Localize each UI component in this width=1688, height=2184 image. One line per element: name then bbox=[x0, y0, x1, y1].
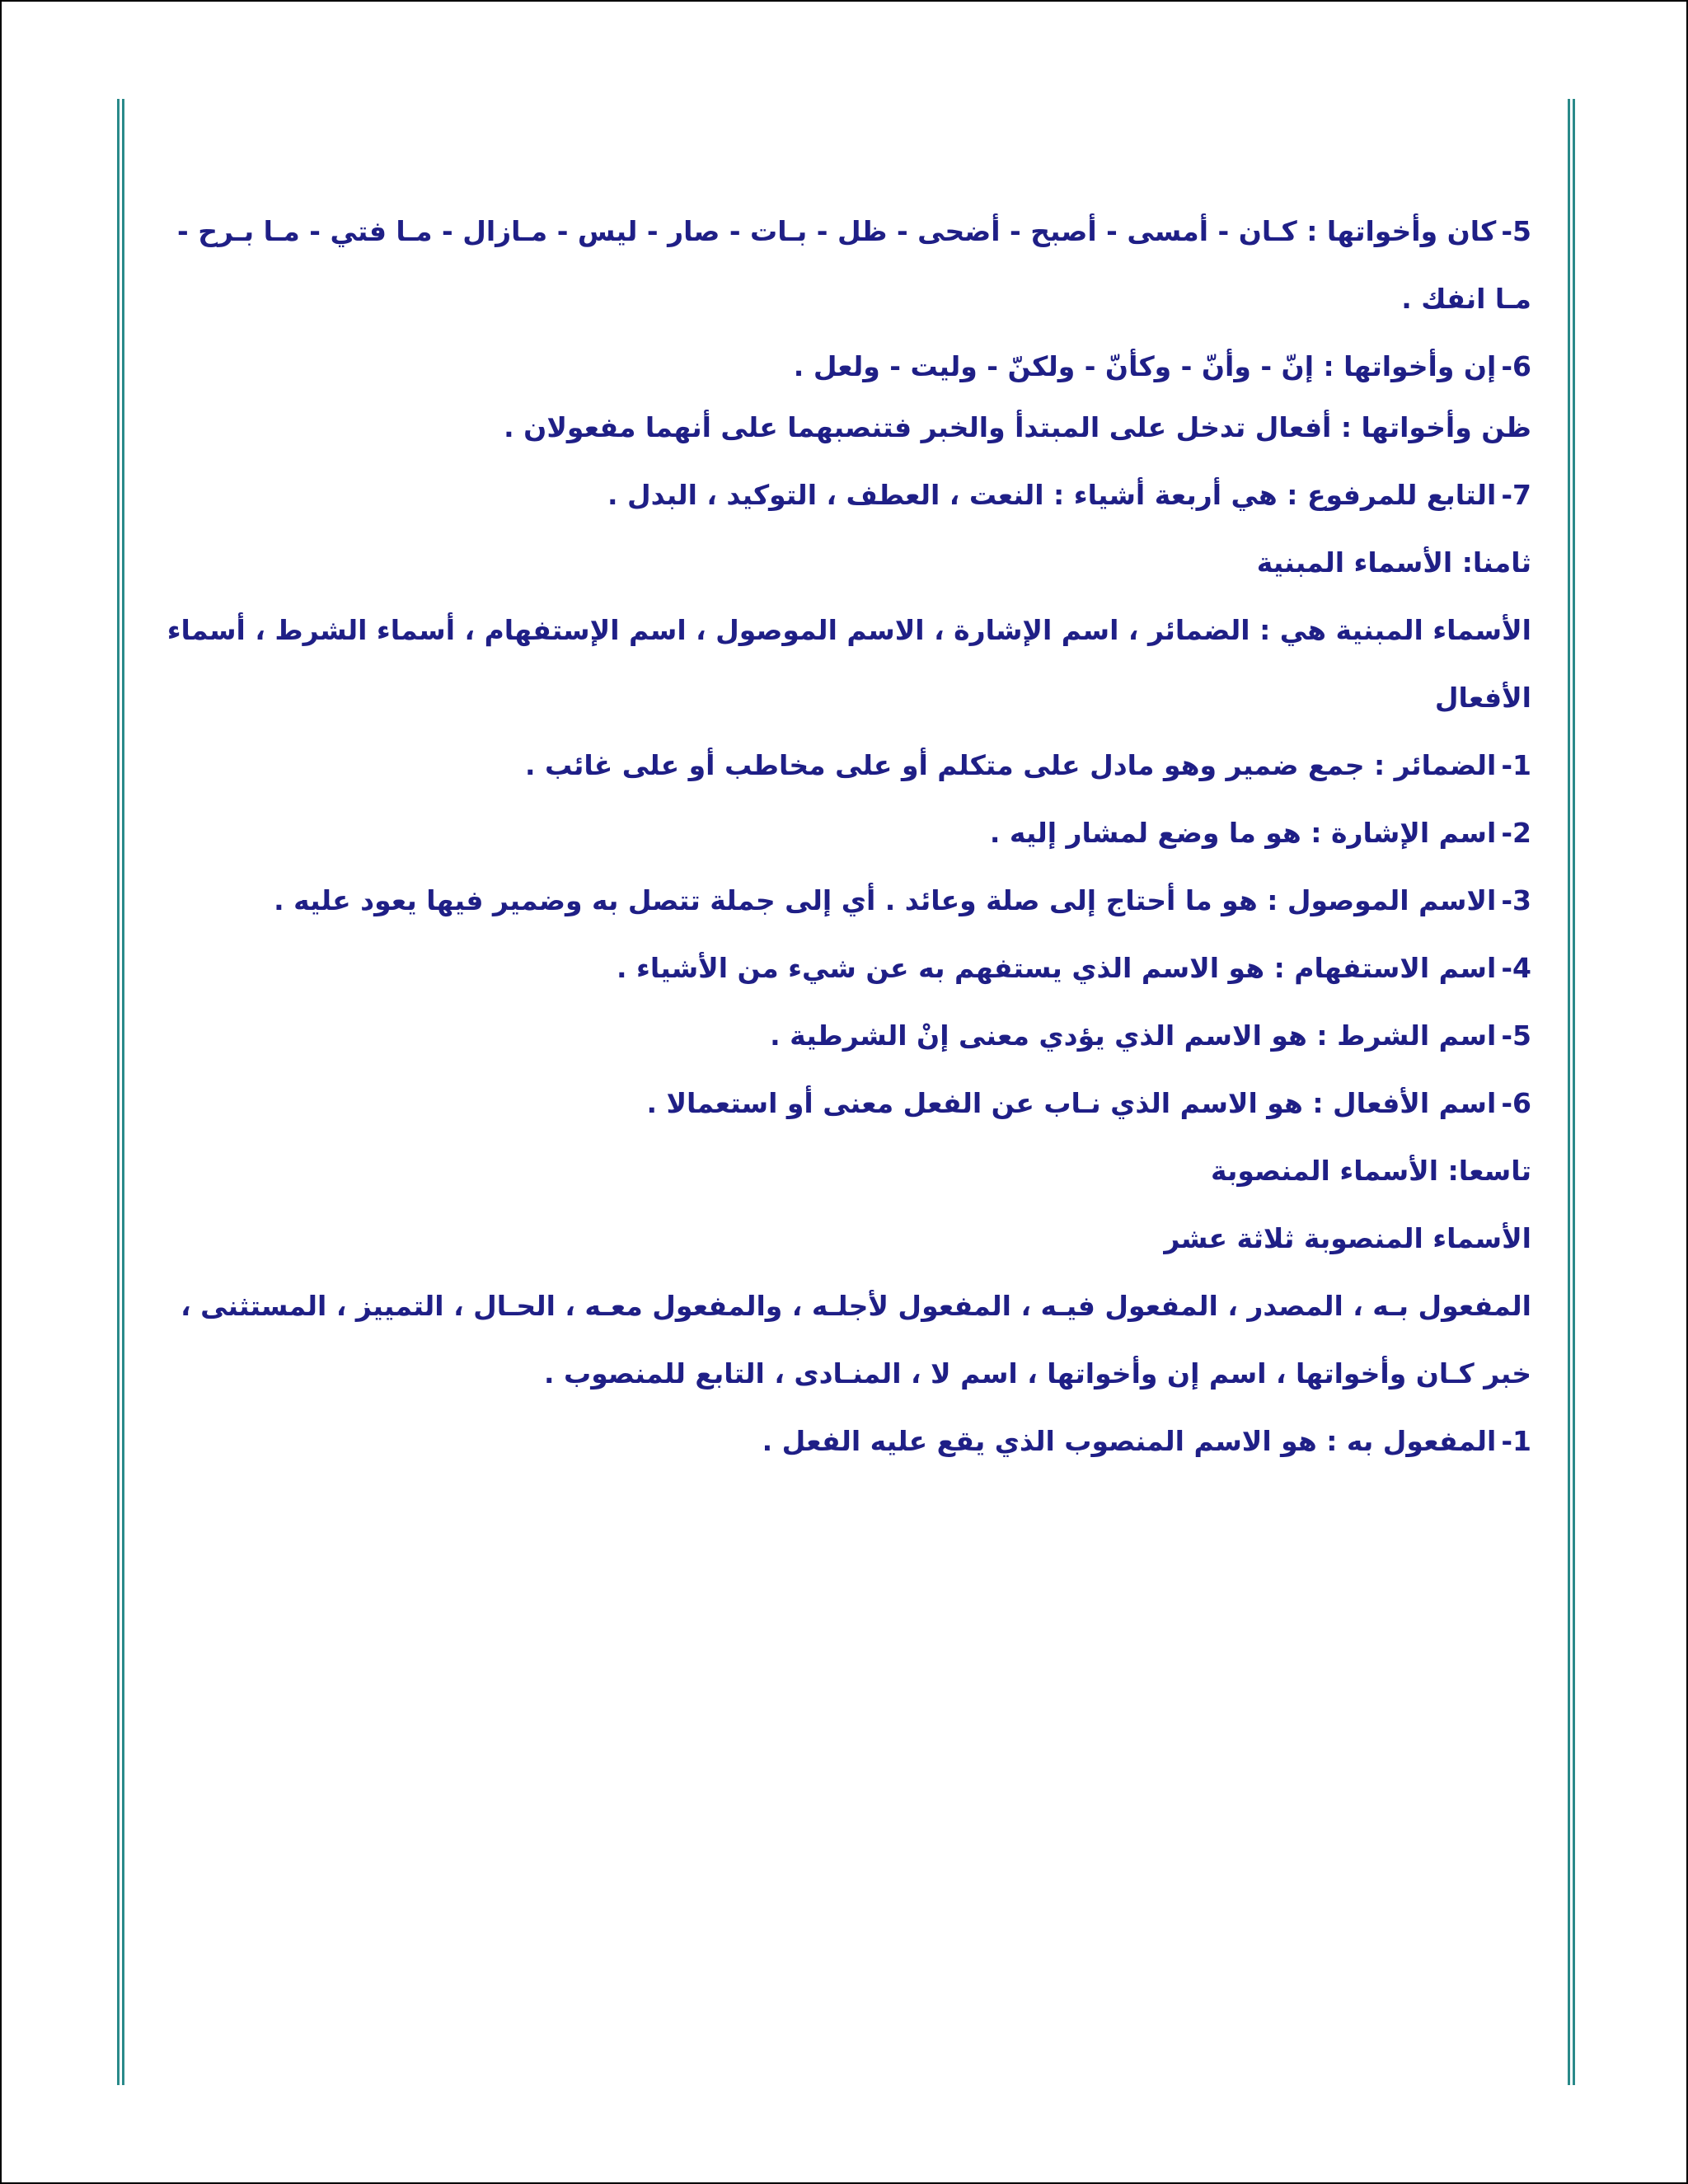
paragraph-text: اسم الأفعال : هو الاسم الذي نـاب عن الفعل معنى أو استعمالا . bbox=[646, 1087, 1497, 1119]
paragraph-mawsul bbox=[157, 867, 1531, 935]
paragraph-damaer bbox=[157, 732, 1531, 799]
paragraph-text: الأسماء المبنية هي : الضمائر ، اسم الإشارة ، الاسم الموصول ، اسم الإستفهام ، أسماء الشرط ، أسماء الأفعال bbox=[166, 614, 1531, 714]
paragraph-mansuba-count bbox=[157, 1205, 1531, 1272]
paragraph-text: الضمائر : جمع ضمير وهو مادل على متكلم أو على مخاطب أو على غائب . bbox=[524, 749, 1497, 781]
left-border-rule bbox=[117, 99, 124, 2085]
paragraph-mansuba-list bbox=[157, 1272, 1531, 1408]
section-heading-mabniya bbox=[157, 529, 1531, 597]
item-number: 1- bbox=[1501, 1425, 1531, 1457]
paragraph-inna bbox=[157, 333, 1531, 401]
paragraph-mabniya-list bbox=[157, 597, 1531, 732]
paragraph-text: ظن وأخواتها : أفعال تدخل على المبتدأ والخبر فتنصبهما على أنهما مفعولان . bbox=[504, 411, 1531, 443]
paragraph-shart bbox=[157, 1002, 1531, 1070]
paragraph-mafool-bih bbox=[157, 1408, 1531, 1475]
item-number: 3- bbox=[1501, 884, 1531, 916]
paragraph-text: الأسماء المنصوبة ثلاثة عشر bbox=[1164, 1222, 1531, 1254]
section-heading-mansuba bbox=[157, 1137, 1531, 1205]
paragraph-istifham bbox=[157, 935, 1531, 1002]
document-body bbox=[157, 198, 1531, 1475]
item-number: 4- bbox=[1501, 952, 1531, 984]
item-number: 6- bbox=[1501, 1087, 1531, 1119]
item-number: 6- bbox=[1501, 350, 1531, 382]
heading-text: تاسعا: الأسماء المنصوبة bbox=[1210, 1155, 1531, 1187]
paragraph-text: اسم الشرط : هو الاسم الذي يؤدي معنى إنْ الشرطية . bbox=[770, 1019, 1497, 1052]
heading-text: ثامنا: الأسماء المبنية bbox=[1256, 546, 1531, 579]
paragraph-text: المفعول بـه ، المصدر ، المفعول فيـه ، المفعول لأجلـه ، والمفعول معـه ، الحـال ، التمييز ، المستثنى ، خبر كـان وأخواتها ، اسم إن وأخواتها ، اسم لا ، المنـادى ، التابع للمنصوب . bbox=[181, 1290, 1531, 1390]
paragraph-text: المفعول به : هو الاسم المنصوب الذي يقع عليه الفعل . bbox=[762, 1425, 1497, 1457]
item-number: 1- bbox=[1501, 749, 1531, 781]
paragraph-text: كان وأخواتها : كـان - أمسى - أصبح - أضحى - ظل - بـات - صار - ليس - مـازال - مـا فتي - مـا بـرح - مـا انفك . bbox=[177, 215, 1531, 315]
paragraph-kana bbox=[157, 198, 1531, 333]
paragraph-text: اسم الاستفهام : هو الاسم الذي يستفهم به عن شيء من الأشياء . bbox=[616, 952, 1497, 984]
item-number: 5- bbox=[1501, 215, 1531, 247]
paragraph-tabi-marfu bbox=[157, 462, 1531, 529]
paragraph-text: اسم الإشارة : هو ما وضع لمشار إليه . bbox=[989, 817, 1497, 849]
item-number: 5- bbox=[1501, 1019, 1531, 1052]
item-number: 2- bbox=[1501, 817, 1531, 849]
paragraph-zanna bbox=[157, 394, 1531, 462]
paragraph-text: إن وأخواتها : إنّ - وأنّ - وكأنّ - ولكنّ - وليت - ولعل . bbox=[793, 350, 1497, 382]
paragraph-ishara bbox=[157, 799, 1531, 867]
paragraph-afaal bbox=[157, 1070, 1531, 1137]
paragraph-text: التابع للمرفوع : هي أربعة أشياء : النعت ، العطف ، التوكيد ، البدل . bbox=[607, 479, 1497, 511]
paragraph-text: الاسم الموصول : هو ما أحتاج إلى صلة وعائد . أي إلى جملة تتصل به وضمير فيها يعود عليه . bbox=[274, 884, 1497, 916]
right-border-rule bbox=[1568, 99, 1575, 2085]
item-number: 7- bbox=[1501, 479, 1531, 511]
